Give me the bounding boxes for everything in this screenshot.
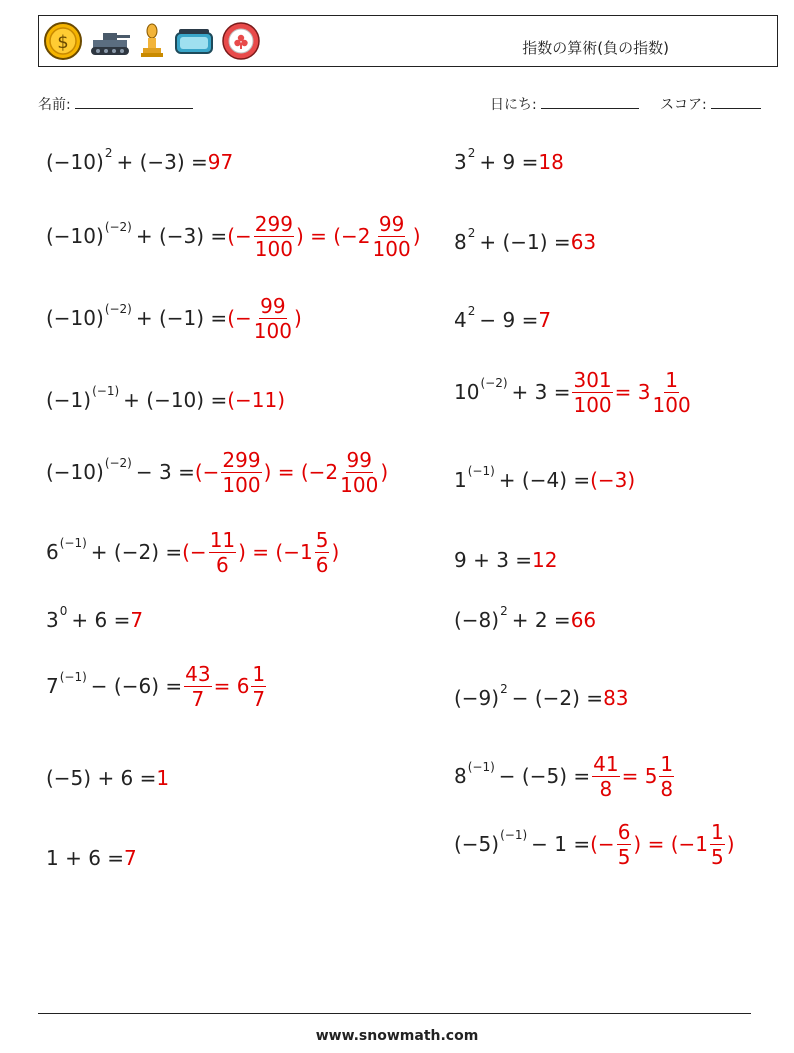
fraction-numerator: 299 <box>222 447 261 472</box>
answer <box>227 211 421 261</box>
problem-base: 9 + 3 = <box>454 548 533 572</box>
problem-operation: + (−1) = <box>479 230 571 254</box>
fraction-denominator: 6 <box>216 552 229 577</box>
problem-exponent: (−1) <box>467 760 495 774</box>
problem-exponent: (−1) <box>59 536 87 550</box>
problem-exponent: 2 <box>500 682 508 696</box>
answer <box>208 150 233 174</box>
answer-fraction <box>659 751 674 801</box>
answer-fraction <box>254 211 294 261</box>
answer-text: = 5 <box>621 764 658 788</box>
fraction-denominator: 8 <box>660 776 674 801</box>
problem-right-2 <box>454 212 596 272</box>
answer-fraction <box>340 447 379 497</box>
answer-text: 12 <box>532 548 558 572</box>
problem-exponent: 2 <box>467 226 476 240</box>
fraction-denominator: 100 <box>573 392 612 417</box>
answer-text: ) = (−1 <box>238 540 313 564</box>
answer <box>227 293 302 343</box>
problem-base: 4 <box>454 308 467 332</box>
problem-operation: − (−6) = <box>90 674 183 698</box>
answer <box>570 367 692 417</box>
problem-operation: + 3 = <box>511 380 571 404</box>
footer-url: www.snowmath.com <box>315 1028 479 1044</box>
problem-base: 8 <box>454 230 467 254</box>
problem-exponent: (−1) <box>59 670 87 684</box>
fraction-numerator: 99 <box>260 293 286 318</box>
answer-fraction <box>572 367 612 417</box>
problem-operation: + (−3) = <box>116 150 208 174</box>
score-line[interactable] <box>711 96 761 109</box>
answer-text: (− <box>227 224 252 248</box>
answer <box>532 548 557 572</box>
problem-base: 1 + 6 = <box>46 846 125 870</box>
problem-base: (−10) <box>46 306 104 330</box>
problem-base: 7 <box>46 674 59 698</box>
answer-text: ) = (−2 <box>263 460 339 484</box>
problem-left-5 <box>46 442 388 502</box>
answer-text: (− <box>194 460 220 484</box>
problem-right-5 <box>454 450 635 510</box>
problem-base: 10 <box>454 380 480 404</box>
answer <box>124 846 137 870</box>
answer-text: = 6 <box>213 674 250 698</box>
problem-left-1 <box>46 132 233 192</box>
answer-text: = 3 <box>614 380 651 404</box>
header-box <box>38 15 778 67</box>
problem-right-6 <box>454 530 558 590</box>
problem-operation: − (−2) = <box>511 686 604 710</box>
answer-fraction <box>184 661 211 711</box>
score-label: スコア: <box>660 97 707 113</box>
answer-text: 66 <box>570 608 597 632</box>
problem-exponent: 2 <box>467 146 476 160</box>
problem-base: 3 <box>454 150 467 174</box>
header-icons <box>43 21 261 61</box>
fraction-numerator: 1 <box>665 367 678 392</box>
problem-left-4 <box>46 370 285 430</box>
answer-fraction <box>251 661 266 711</box>
answer-text: 1 <box>156 766 170 790</box>
answer <box>156 766 169 790</box>
problem-operation: − 9 = <box>479 308 539 332</box>
problem-right-8 <box>454 668 629 728</box>
problem-base: 1 <box>454 468 467 492</box>
problem-base: (−9) <box>454 686 500 710</box>
fraction-denominator: 8 <box>599 776 613 801</box>
problem-exponent: (−2) <box>104 220 132 234</box>
fraction-denominator: 6 <box>315 552 329 577</box>
answer-text: ) = (−1 <box>633 832 708 856</box>
answer-text: (−11) <box>227 388 286 412</box>
answer-fraction <box>221 447 261 497</box>
problem-exponent: (−1) <box>500 828 528 842</box>
fraction-numerator: 5 <box>315 527 329 552</box>
date-line[interactable] <box>541 96 639 109</box>
problem-exponent: (−2) <box>104 456 132 470</box>
name-line[interactable] <box>75 96 193 109</box>
problem-left-9 <box>46 748 169 808</box>
problem-left-7 <box>46 590 143 650</box>
fraction-numerator: 11 <box>209 527 236 552</box>
fraction-numerator: 99 <box>346 447 372 472</box>
problem-operation: + 9 = <box>479 150 539 174</box>
answer-text: 97 <box>207 150 234 174</box>
fraction-denominator: 100 <box>253 318 292 343</box>
problem-base: (−8) <box>454 608 500 632</box>
footer-divider <box>38 1013 751 1014</box>
problem-operation: + 6 = <box>71 608 131 632</box>
problem-base: (−10) <box>46 224 104 248</box>
answer <box>538 308 551 332</box>
problem-base: 8 <box>454 764 467 788</box>
fraction-denominator: 100 <box>254 236 293 261</box>
problem-base: (−5) + 6 = <box>46 766 157 790</box>
answer-text: ) <box>412 224 421 248</box>
answer <box>538 150 563 174</box>
fraction-denominator: 100 <box>222 472 261 497</box>
problem-right-9 <box>454 746 676 806</box>
answer-text: (− <box>590 832 615 856</box>
fraction-denominator: 5 <box>617 844 631 869</box>
problem-base: (−1) <box>46 388 92 412</box>
problem-base: (−5) <box>454 832 500 856</box>
problem-exponent: 2 <box>467 304 476 318</box>
fraction-denominator: 100 <box>372 236 411 261</box>
problem-base: (−10) <box>46 150 104 174</box>
fraction-numerator: 41 <box>593 751 619 776</box>
fraction-denominator: 5 <box>710 844 724 869</box>
fraction-numerator: 6 <box>617 819 631 844</box>
problem-base: (−10) <box>46 460 104 484</box>
problem-exponent: (−1) <box>92 384 120 398</box>
answer-fraction <box>209 527 236 577</box>
answer-text: 7 <box>124 846 137 870</box>
problem-operation: + (−4) = <box>498 468 591 492</box>
vr-headset-icon <box>173 21 215 61</box>
bishop-icon <box>137 21 167 61</box>
answer <box>590 819 735 869</box>
score-field[interactable] <box>660 94 761 114</box>
fraction-denominator: 7 <box>191 686 205 711</box>
answer-fraction <box>315 527 330 577</box>
problem-exponent: 2 <box>104 146 113 160</box>
problem-left-6 <box>46 522 339 582</box>
problem-operation: + (−2) = <box>90 540 183 564</box>
problem-base: 6 <box>46 540 59 564</box>
answer <box>571 608 596 632</box>
problem-left-8 <box>46 656 268 716</box>
problem-exponent: (−1) <box>467 464 495 478</box>
answer <box>182 661 268 711</box>
problem-operation: + (−3) = <box>135 224 228 248</box>
answer-fraction <box>617 819 632 869</box>
date-field[interactable] <box>490 94 639 114</box>
problem-operation: + (−1) = <box>135 306 228 330</box>
fraction-numerator: 1 <box>710 819 724 844</box>
name-label: 名前: <box>38 97 71 113</box>
problem-left-10 <box>46 828 137 888</box>
answer-text: ) <box>726 832 735 856</box>
answer <box>603 686 628 710</box>
problem-left-2 <box>46 206 421 266</box>
problem-exponent: 2 <box>500 604 508 618</box>
answer-text: (− <box>227 306 252 330</box>
answer-fraction <box>592 751 619 801</box>
answer <box>130 608 143 632</box>
fraction-denominator: 7 <box>252 686 266 711</box>
answer-text: 63 <box>570 230 597 254</box>
answer-text: ) <box>380 460 389 484</box>
problem-operation: − (−5) = <box>498 764 591 788</box>
coin-icon <box>43 21 83 61</box>
problem-right-7 <box>454 590 596 650</box>
poker-chip-icon <box>221 21 261 61</box>
svg-text:$: $ <box>57 32 69 53</box>
answer-fraction <box>710 819 725 869</box>
answer-fraction <box>372 211 411 261</box>
date-label: 日にち: <box>490 97 537 113</box>
answer <box>182 527 340 577</box>
problem-exponent: 0 <box>59 604 68 618</box>
answer <box>590 751 676 801</box>
answer <box>227 388 285 412</box>
problem-operation: − 1 = <box>531 832 591 856</box>
fraction-numerator: 99 <box>378 211 405 236</box>
problem-operation: + (−10) = <box>123 388 228 412</box>
problem-exponent: (−2) <box>480 376 508 390</box>
problem-right-10 <box>454 814 735 874</box>
problem-right-4 <box>454 362 693 422</box>
problem-exponent: (−2) <box>104 302 132 316</box>
fraction-numerator: 301 <box>573 367 612 392</box>
fraction-denominator: 100 <box>652 392 691 417</box>
problem-base: 3 <box>46 608 59 632</box>
answer <box>571 230 596 254</box>
name-field[interactable] <box>38 94 193 114</box>
problem-right-3 <box>454 290 551 350</box>
fraction-numerator: 1 <box>660 751 674 776</box>
answer <box>590 468 635 492</box>
answer-text: 7 <box>538 308 552 332</box>
answer-fraction <box>253 293 292 343</box>
answer-text: ) = (−2 <box>295 224 371 248</box>
fraction-denominator: 100 <box>340 472 379 497</box>
answer <box>194 447 389 497</box>
answer-text: 83 <box>603 686 629 710</box>
fraction-numerator: 299 <box>254 211 293 236</box>
fraction-numerator: 43 <box>185 661 211 686</box>
answer-text: 18 <box>538 150 564 174</box>
answer-text: ) <box>331 540 340 564</box>
answer-fraction <box>652 367 691 417</box>
answer-text: (−3) <box>590 468 636 492</box>
worksheet-title: 指数の算術(負の指数) <box>522 39 669 57</box>
problem-left-3 <box>46 288 302 348</box>
problem-right-1 <box>454 132 564 192</box>
answer-text: (− <box>182 540 207 564</box>
problem-operation: − 3 = <box>135 460 195 484</box>
answer-text: 7 <box>130 608 144 632</box>
problem-operation: + 2 = <box>511 608 571 632</box>
tank-icon <box>89 21 131 61</box>
answer-text: ) <box>293 306 302 330</box>
fraction-numerator: 1 <box>252 661 266 686</box>
